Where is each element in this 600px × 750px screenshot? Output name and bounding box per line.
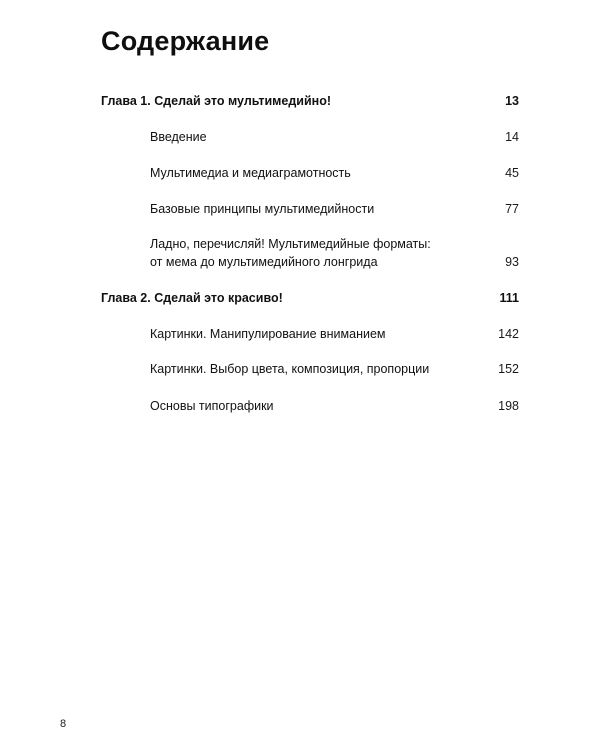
toc-section-title: Основы типографики: [150, 399, 274, 413]
toc-section-title: Картинки. Манипулирование вниманием: [150, 327, 386, 341]
toc-section-title: Картинки. Выбор цвета, композиция, пропорции: [150, 362, 430, 376]
toc-chapter-title: Глава 2. Сделай это красиво!: [101, 291, 283, 305]
toc-chapter-title: Глава 1. Сделай это мультимедийно!: [101, 94, 332, 108]
page-title: Содержание: [101, 26, 270, 56]
toc-section: [101, 235, 519, 271]
toc-page-number: 111: [499, 291, 519, 305]
toc-page-number: 198: [498, 399, 519, 413]
toc-section-title-line1: Ладно, перечисляй! Мультимедийные форматы:: [150, 237, 431, 251]
toc-section-title-line2: от мема до мультимедийного лонгрида: [150, 255, 378, 269]
toc-page-number: 45: [505, 166, 519, 180]
toc-page-number: 152: [498, 362, 519, 376]
toc-section-title: Введение: [150, 130, 207, 144]
toc-page-number: 13: [505, 94, 519, 108]
toc-section-title: Мультимедиа и медиаграмотность: [150, 166, 351, 180]
toc-section-title: Базовые принципы мультимедийности: [150, 202, 375, 216]
page-footer-number: 8: [60, 718, 67, 730]
toc-page-number: 14: [505, 130, 519, 144]
toc-page-number: 77: [505, 202, 519, 216]
toc-page-number: 93: [505, 255, 519, 269]
toc-page-number: 142: [498, 327, 519, 341]
